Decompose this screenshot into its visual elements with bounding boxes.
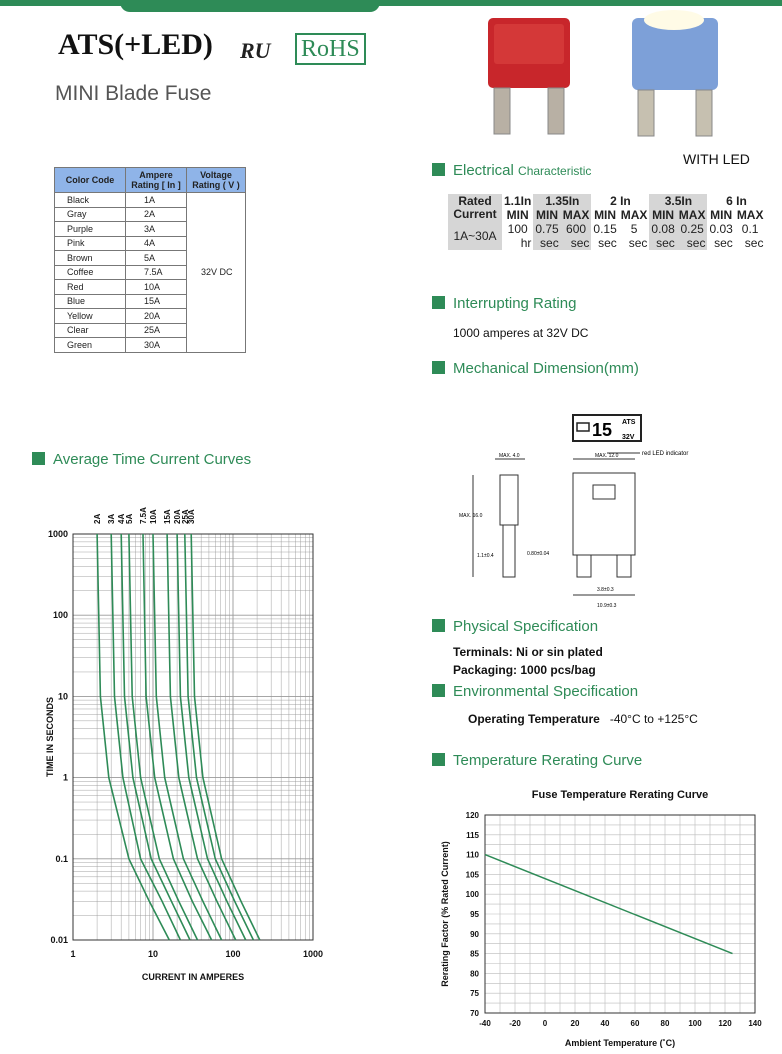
table-row [55,193,246,208]
operating-temp [468,712,698,726]
series-label: 5A [124,513,134,524]
series-label: 4A [117,513,127,524]
y-tick-label: 120 [465,811,479,820]
dim-text: 1.1±0.4 [477,553,494,559]
curve-10A [153,534,222,940]
fuse-rating-text: 15 [592,420,613,440]
dim-text: 10.9±0.3 [597,603,617,609]
x-axis-label: CURRENT IN AMPERES [141,972,245,982]
physical-heading: Physical Specification [432,618,598,635]
value-cell: 0.03 [709,222,733,236]
color-cell: Blue [55,294,126,309]
bullet-square-icon [432,361,445,374]
unit-cell: sec [561,236,592,250]
group-header: 2 In [610,194,631,208]
rerating-chart [430,780,780,1052]
operating-temp-value: -40°C to +125°C [609,712,698,726]
y-tick-label: 110 [466,850,479,860]
y-axis-label: Rerating Factor (% Rated Current) [440,841,450,987]
group-header: 1.35In [533,194,591,208]
with-led-label: WITH LED [683,151,750,167]
unit-cell: sec [649,236,676,250]
series-label: 15A [163,509,173,524]
color-code-table [54,167,246,353]
y-tick-label: 10 [57,691,68,702]
color-cell: Yellow [55,309,126,324]
x-tick-label: 120 [718,1019,732,1028]
y-tick-label: 1000 [47,529,68,539]
current-range: 1A~30A [448,222,502,250]
dim-text: MAX. 12.0 [595,453,619,459]
x-tick-label: 100 [688,1019,702,1028]
y-tick-label: 100 [52,610,68,621]
ampere-header: Ampere Rating [ In ] [126,168,187,193]
color-cell: Clear [55,323,126,338]
fuse-volt-text: 32V [622,434,635,441]
x-tick-label: -40 [479,1019,491,1028]
color-header: Color Code [55,168,126,193]
dim-text: MAX. 4.0 [499,453,520,459]
value-cell: 100 [507,222,528,236]
curve-25A [185,534,254,940]
fuse-brand-text: ATS [622,419,636,426]
color-cell: Green [55,338,126,353]
y-tick-label: 105 [465,870,479,880]
dim-text: 0.80±0.04 [527,551,550,557]
red-fuse-image [484,16,574,136]
series-label: 25A [180,509,190,524]
sub-header: MAX [620,208,648,222]
ampere-cell: 15A [126,294,187,309]
x-tick-label: 20 [570,1019,580,1028]
series-label: 3A [107,513,117,524]
electrical-table [448,194,765,250]
series-label: 10A [149,509,158,524]
top-tab [120,0,380,12]
sub-header: MIN [533,208,560,222]
operating-temp-label: Operating Temperature [468,712,600,726]
top-bar [0,0,782,6]
fuse-label-drawing [572,414,642,442]
ampere-cell: 20A [126,309,187,324]
x-tick-label: 60 [630,1019,640,1028]
x-tick-label: 40 [600,1019,610,1028]
ampere-cell: 30A [126,338,187,353]
terminals-text: Terminals: Ni or sin plated [453,645,603,659]
sub-header: MAX [736,208,764,222]
y-tick-label: 80 [470,969,479,979]
interrupting-heading: Interrupting Rating [432,295,576,312]
unit-cell: hr [520,236,532,250]
page-subtitle: MINI Blade Fuse [55,82,212,105]
ampere-cell: 5A [126,251,187,266]
x-tick-label: 10 [147,949,159,959]
color-cell: Coffee [55,265,126,280]
x-axis-label: Ambient Temperature (˚C) [564,1038,676,1048]
value-cell: 5 [630,222,638,236]
x-tick-label: 1 [70,949,76,959]
sub-header: MIN [594,208,617,222]
x-tick-label: -20 [509,1019,521,1028]
sub-header: MAX [562,208,590,222]
x-tick-label: 1000 [302,949,324,959]
value-cell: 0.25 [677,222,708,236]
blue-led-fuse-image [626,10,726,140]
color-cell: Gray [55,207,126,222]
value-cell: 0.15 [593,222,617,236]
y-tick-label: 70 [470,1009,479,1018]
value-cell: 600 [561,222,592,236]
bullet-square-icon [32,452,45,465]
color-cell: Purple [55,222,126,237]
unit-cell: sec [533,236,560,250]
y-tick-label: 90 [470,929,479,939]
x-tick-label: 140 [748,1019,762,1028]
bullet-square-icon [432,753,445,766]
curve-20A [177,534,246,940]
series-label: 7.5A [139,507,149,524]
x-tick-label: 80 [660,1019,670,1028]
curves-heading: Average Time Current Curves [32,451,251,468]
page-title: ATS(+LED) [58,28,213,61]
rohs-badge: RoHS [295,33,366,65]
mechanical-dimension-drawing [455,445,705,615]
group-header: 3.5In [649,194,707,208]
bullet-square-icon [432,684,445,697]
sub-header: MAX [678,208,706,222]
electrical-heading: Electrical Characteristic [432,162,591,179]
curve-2A [97,534,169,940]
ampere-cell: 2A [126,207,187,222]
unit-cell: sec [598,236,617,250]
ampere-cell: 1A [126,193,187,208]
curve-4A [121,534,190,940]
y-tick-label: 0.01 [50,935,68,945]
value-cell: 0.1 [741,222,759,236]
ampere-cell: 3A [126,222,187,237]
unit-cell: sec [628,236,648,250]
y-tick-label: 1 [62,772,68,783]
unit-cell: sec [744,236,764,250]
sub-header: MIN [649,208,676,222]
y-axis-label: TIME IN SECONDS [45,696,55,778]
bullet-square-icon [432,619,445,632]
bullet-square-icon [432,163,445,176]
value-cell: 0.75 [535,222,559,236]
y-tick-label: 115 [466,830,479,840]
time-current-chart [0,490,340,1000]
mechanical-heading: Mechanical Dimension(mm) [432,360,639,377]
voltage-cell: 32V DC [187,193,246,353]
unit-cell: sec [677,236,708,250]
dim-text: 3.8±0.3 [597,587,614,593]
bullet-square-icon [432,296,445,309]
rated-current-label: Rated Current [448,194,502,222]
color-cell: Pink [55,236,126,251]
environmental-heading: Environmental Specification [432,683,638,700]
color-cell: Black [55,193,126,208]
series-label: 2A [93,513,103,524]
ampere-cell: 4A [126,236,187,251]
y-tick-label: 95 [470,910,479,919]
x-tick-label: 100 [225,949,241,959]
rerating-heading: Temperature Rerating Curve [432,752,642,769]
sub-header: MIN [710,208,733,222]
series-label: 30A [187,509,197,524]
ampere-cell: 7.5A [126,265,187,280]
voltage-header: Voltage Rating ( V ) [187,168,246,193]
group-header: 6 In [726,194,747,208]
ampere-cell: 25A [126,323,187,338]
y-tick-label: 0.1 [55,853,68,864]
series-label: 20A [173,509,183,524]
curve-3A [111,534,180,940]
dim-text: MAX. 16.0 [459,513,483,519]
sub-header: MIN [506,208,529,222]
y-tick-label: 85 [470,949,479,959]
color-cell: Brown [55,251,126,266]
unit-cell: sec [714,236,733,250]
chart-title: Fuse Temperature Rerating Curve [531,789,709,801]
color-cell: Red [55,280,126,295]
led-indicator-label: red LED indicator [642,451,689,457]
y-tick-label: 100 [465,890,479,900]
ampere-cell: 10A [126,280,187,295]
interrupting-text: 1000 amperes at 32V DC [453,326,589,340]
group-header: 1.1In [504,194,532,208]
packaging-text: Packaging: 1000 pcs/bag [453,663,596,677]
curve-30A [191,534,260,940]
x-tick-label: 0 [542,1019,548,1028]
y-tick-label: 75 [470,989,479,999]
ul-mark-icon: RU [240,38,271,63]
value-cell: 0.08 [651,222,675,236]
